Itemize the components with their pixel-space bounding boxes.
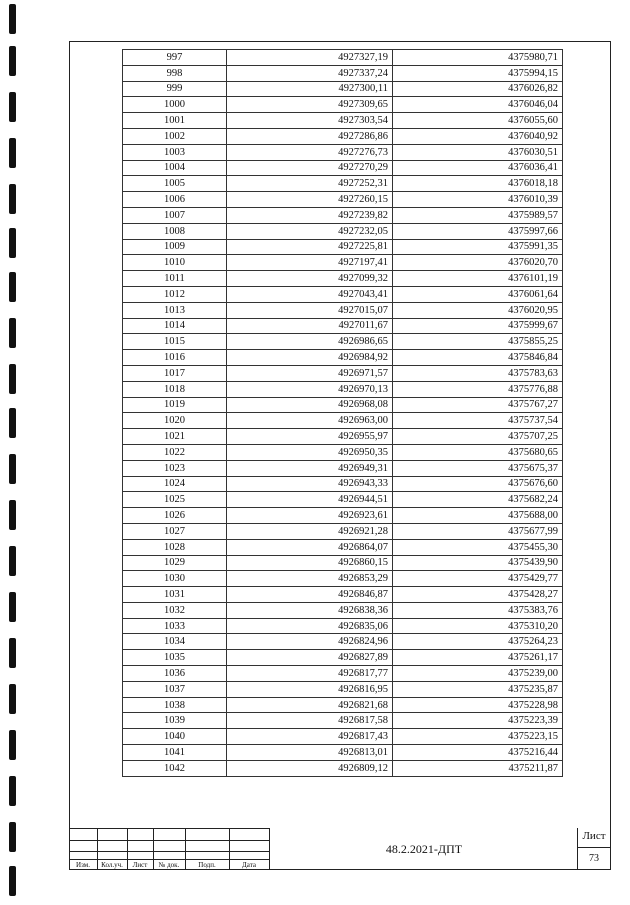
coordinate-x: 4927300,11 xyxy=(227,81,393,97)
table-row xyxy=(123,334,563,350)
table-row xyxy=(123,650,563,666)
coordinate-y: 4375675,37 xyxy=(393,460,563,476)
table-row xyxy=(123,760,563,776)
coordinate-y: 4376061,64 xyxy=(393,286,563,302)
coordinate-x: 4926816,95 xyxy=(227,681,393,697)
table-row xyxy=(123,571,563,587)
table-row xyxy=(123,365,563,381)
point-number: 1010 xyxy=(123,255,227,271)
table-row xyxy=(123,666,563,682)
table-row xyxy=(123,618,563,634)
point-number: 1023 xyxy=(123,460,227,476)
coordinate-y: 4375677,99 xyxy=(393,523,563,539)
point-number: 1022 xyxy=(123,444,227,460)
point-number: 1030 xyxy=(123,571,227,587)
binding-hole xyxy=(9,592,16,622)
table-row xyxy=(123,602,563,618)
coordinate-x: 4927015,07 xyxy=(227,302,393,318)
coordinate-y: 4375216,44 xyxy=(393,745,563,761)
coordinate-x: 4927239,82 xyxy=(227,207,393,223)
coordinate-y: 4375235,87 xyxy=(393,681,563,697)
table-row xyxy=(123,381,563,397)
coordinate-x: 4926963,00 xyxy=(227,413,393,429)
binding-hole xyxy=(9,822,16,852)
binding-hole xyxy=(9,228,16,258)
point-number: 1028 xyxy=(123,539,227,555)
stamp-label-sheet: Лист xyxy=(132,861,148,869)
point-number: 1037 xyxy=(123,681,227,697)
coordinate-y: 4376036,41 xyxy=(393,160,563,176)
binding-hole xyxy=(9,730,16,760)
coordinate-y: 4376010,39 xyxy=(393,192,563,208)
coordinate-x: 4927309,65 xyxy=(227,97,393,113)
table-row xyxy=(123,176,563,192)
binding-hole xyxy=(9,408,16,438)
coordinate-x: 4927303,54 xyxy=(227,113,393,129)
coordinate-x: 4926860,15 xyxy=(227,555,393,571)
binding-hole xyxy=(9,454,16,484)
coordinate-y: 4375429,77 xyxy=(393,571,563,587)
coordinate-y: 4376046,04 xyxy=(393,97,563,113)
point-number: 1000 xyxy=(123,97,227,113)
point-number: 1015 xyxy=(123,334,227,350)
coordinate-y: 4376018,18 xyxy=(393,176,563,192)
table-row xyxy=(123,539,563,555)
coordinate-y: 4375767,27 xyxy=(393,397,563,413)
coordinate-x: 4927099,32 xyxy=(227,271,393,287)
coordinate-y: 4375383,76 xyxy=(393,602,563,618)
point-number: 1013 xyxy=(123,302,227,318)
coordinate-x: 4927011,67 xyxy=(227,318,393,334)
point-number: 1009 xyxy=(123,239,227,255)
coordinate-x: 4927260,15 xyxy=(227,192,393,208)
coordinate-y: 4375846,84 xyxy=(393,350,563,366)
coordinate-y: 4375439,90 xyxy=(393,555,563,571)
coordinate-y: 4375980,71 xyxy=(393,50,563,66)
table-row xyxy=(123,429,563,445)
table-row xyxy=(123,634,563,650)
point-number: 1042 xyxy=(123,760,227,776)
coordinate-y: 4375455,30 xyxy=(393,539,563,555)
coordinate-y: 4376020,70 xyxy=(393,255,563,271)
coordinate-x: 4927252,31 xyxy=(227,176,393,192)
coordinate-x: 4926853,29 xyxy=(227,571,393,587)
binding-hole xyxy=(9,138,16,168)
coordinate-y: 4375688,00 xyxy=(393,508,563,524)
coordinate-x: 4927337,24 xyxy=(227,65,393,81)
table-row xyxy=(123,681,563,697)
point-number: 1011 xyxy=(123,271,227,287)
point-number: 1029 xyxy=(123,555,227,571)
coordinate-x: 4926944,51 xyxy=(227,492,393,508)
point-number: 1039 xyxy=(123,713,227,729)
point-number: 999 xyxy=(123,81,227,97)
coordinate-x: 4926984,92 xyxy=(227,350,393,366)
point-number: 1001 xyxy=(123,113,227,129)
coordinate-x: 4927232,05 xyxy=(227,223,393,239)
coordinates-table xyxy=(122,49,563,777)
table-row xyxy=(123,508,563,524)
point-number: 1012 xyxy=(123,286,227,302)
coordinate-x: 4927270,29 xyxy=(227,160,393,176)
coordinate-y: 4375997,66 xyxy=(393,223,563,239)
coordinate-x: 4926955,97 xyxy=(227,429,393,445)
point-number: 1036 xyxy=(123,666,227,682)
coordinate-y: 4375310,20 xyxy=(393,618,563,634)
coordinate-x: 4927197,41 xyxy=(227,255,393,271)
table-row xyxy=(123,476,563,492)
coordinate-y: 4375991,35 xyxy=(393,239,563,255)
table-row xyxy=(123,50,563,66)
table-row xyxy=(123,302,563,318)
coordinate-y: 4375223,15 xyxy=(393,729,563,745)
stamp-label-count: Кол.уч. xyxy=(101,861,123,869)
coordinate-y: 4375999,67 xyxy=(393,318,563,334)
point-number: 1025 xyxy=(123,492,227,508)
coordinate-x: 4926864,07 xyxy=(227,539,393,555)
table-row xyxy=(123,318,563,334)
binding-hole xyxy=(9,46,16,76)
coordinate-x: 4927043,41 xyxy=(227,286,393,302)
coordinate-y: 4375223,39 xyxy=(393,713,563,729)
point-number: 1021 xyxy=(123,429,227,445)
coordinate-y: 4376055,60 xyxy=(393,113,563,129)
table-row xyxy=(123,239,563,255)
point-number: 1027 xyxy=(123,523,227,539)
coordinate-y: 4375680,65 xyxy=(393,444,563,460)
coordinate-x: 4926838,36 xyxy=(227,602,393,618)
table-row xyxy=(123,144,563,160)
point-number: 1024 xyxy=(123,476,227,492)
point-number: 1006 xyxy=(123,192,227,208)
point-number: 1007 xyxy=(123,207,227,223)
coordinate-x: 4926817,58 xyxy=(227,713,393,729)
coordinate-x: 4927225,81 xyxy=(227,239,393,255)
point-number: 1003 xyxy=(123,144,227,160)
point-number: 1018 xyxy=(123,381,227,397)
point-number: 1035 xyxy=(123,650,227,666)
coordinate-x: 4927276,73 xyxy=(227,144,393,160)
coordinate-y: 4375855,25 xyxy=(393,334,563,350)
binding-hole xyxy=(9,184,16,214)
coordinate-y: 4375676,60 xyxy=(393,476,563,492)
table-row xyxy=(123,97,563,113)
point-number: 1004 xyxy=(123,160,227,176)
binding-holes xyxy=(0,0,20,905)
point-number: 1033 xyxy=(123,618,227,634)
point-number: 1026 xyxy=(123,508,227,524)
coordinate-x: 4926846,87 xyxy=(227,587,393,603)
table-row xyxy=(123,523,563,539)
table-row xyxy=(123,286,563,302)
coordinate-x: 4926835,06 xyxy=(227,618,393,634)
table-row xyxy=(123,587,563,603)
table-row xyxy=(123,160,563,176)
coordinate-x: 4926824,96 xyxy=(227,634,393,650)
coordinate-y: 4375682,24 xyxy=(393,492,563,508)
binding-hole xyxy=(9,500,16,530)
table-row xyxy=(123,128,563,144)
coordinate-x: 4927327,19 xyxy=(227,50,393,66)
coordinate-x: 4926923,61 xyxy=(227,508,393,524)
table-row xyxy=(123,192,563,208)
table-row xyxy=(123,713,563,729)
binding-hole xyxy=(9,776,16,806)
sheet-label: Лист xyxy=(582,830,606,842)
title-block xyxy=(69,828,611,870)
coordinate-y: 4375239,00 xyxy=(393,666,563,682)
coordinate-x: 4926827,89 xyxy=(227,650,393,666)
point-number: 998 xyxy=(123,65,227,81)
table-row xyxy=(123,697,563,713)
table-row xyxy=(123,492,563,508)
binding-hole xyxy=(9,866,16,896)
coordinate-x: 4927286,86 xyxy=(227,128,393,144)
coordinate-y: 4375783,63 xyxy=(393,365,563,381)
table-row xyxy=(123,729,563,745)
point-number: 1016 xyxy=(123,350,227,366)
binding-hole xyxy=(9,546,16,576)
table-row xyxy=(123,555,563,571)
coordinate-x: 4926971,57 xyxy=(227,365,393,381)
coordinate-y: 4376101,19 xyxy=(393,271,563,287)
binding-hole xyxy=(9,318,16,348)
coordinate-y: 4375261,17 xyxy=(393,650,563,666)
stamp-label-signature: Подп. xyxy=(198,861,216,869)
point-number: 1041 xyxy=(123,745,227,761)
stamp-label-date: Дата xyxy=(242,861,256,869)
point-number: 1020 xyxy=(123,413,227,429)
table-row xyxy=(123,81,563,97)
point-number: 1019 xyxy=(123,397,227,413)
stamp-label-doc-number: № док. xyxy=(158,861,180,869)
table-row xyxy=(123,413,563,429)
coordinate-x: 4926817,43 xyxy=(227,729,393,745)
binding-hole xyxy=(9,364,16,394)
point-number: 1038 xyxy=(123,697,227,713)
table-row xyxy=(123,255,563,271)
coordinate-y: 4375994,15 xyxy=(393,65,563,81)
coordinate-x: 4926968,08 xyxy=(227,397,393,413)
coordinate-x: 4926921,28 xyxy=(227,523,393,539)
document-code: 48.2.2021-ДПТ xyxy=(385,842,463,856)
coordinate-x: 4926817,77 xyxy=(227,666,393,682)
table-row xyxy=(123,223,563,239)
coordinate-y: 4375211,87 xyxy=(393,760,563,776)
point-number: 1002 xyxy=(123,128,227,144)
coordinate-y: 4375737,54 xyxy=(393,413,563,429)
coordinate-x: 4926970,13 xyxy=(227,381,393,397)
point-number: 1005 xyxy=(123,176,227,192)
coordinate-y: 4376030,51 xyxy=(393,144,563,160)
coordinate-y: 4375264,23 xyxy=(393,634,563,650)
binding-hole xyxy=(9,638,16,668)
coordinate-y: 4375428,27 xyxy=(393,587,563,603)
coordinate-y: 4376020,95 xyxy=(393,302,563,318)
coordinate-x: 4926809,12 xyxy=(227,760,393,776)
table-row xyxy=(123,745,563,761)
table-row xyxy=(123,460,563,476)
point-number: 997 xyxy=(123,50,227,66)
binding-hole xyxy=(9,684,16,714)
binding-hole xyxy=(9,272,16,302)
stamp-label-change: Изм. xyxy=(76,861,90,869)
table-row xyxy=(123,65,563,81)
coordinate-x: 4926813,01 xyxy=(227,745,393,761)
point-number: 1014 xyxy=(123,318,227,334)
coordinate-x: 4926821,68 xyxy=(227,697,393,713)
coordinate-y: 4375228,98 xyxy=(393,697,563,713)
coordinate-y: 4375776,88 xyxy=(393,381,563,397)
point-number: 1017 xyxy=(123,365,227,381)
table-row xyxy=(123,271,563,287)
point-number: 1032 xyxy=(123,602,227,618)
coordinate-x: 4926986,65 xyxy=(227,334,393,350)
point-number: 1040 xyxy=(123,729,227,745)
coordinate-y: 4376026,82 xyxy=(393,81,563,97)
point-number: 1008 xyxy=(123,223,227,239)
sheet-number: 73 xyxy=(589,853,599,864)
coordinate-x: 4926950,35 xyxy=(227,444,393,460)
binding-hole xyxy=(9,4,16,34)
table-row xyxy=(123,397,563,413)
coordinate-x: 4926949,31 xyxy=(227,460,393,476)
coordinate-y: 4375707,25 xyxy=(393,429,563,445)
point-number: 1031 xyxy=(123,587,227,603)
binding-hole xyxy=(9,92,16,122)
coordinate-y: 4376040,92 xyxy=(393,128,563,144)
table-row xyxy=(123,113,563,129)
table-row xyxy=(123,350,563,366)
point-number: 1034 xyxy=(123,634,227,650)
table-row xyxy=(123,444,563,460)
coordinate-y: 4375989,57 xyxy=(393,207,563,223)
table-row xyxy=(123,207,563,223)
coordinate-x: 4926943,33 xyxy=(227,476,393,492)
